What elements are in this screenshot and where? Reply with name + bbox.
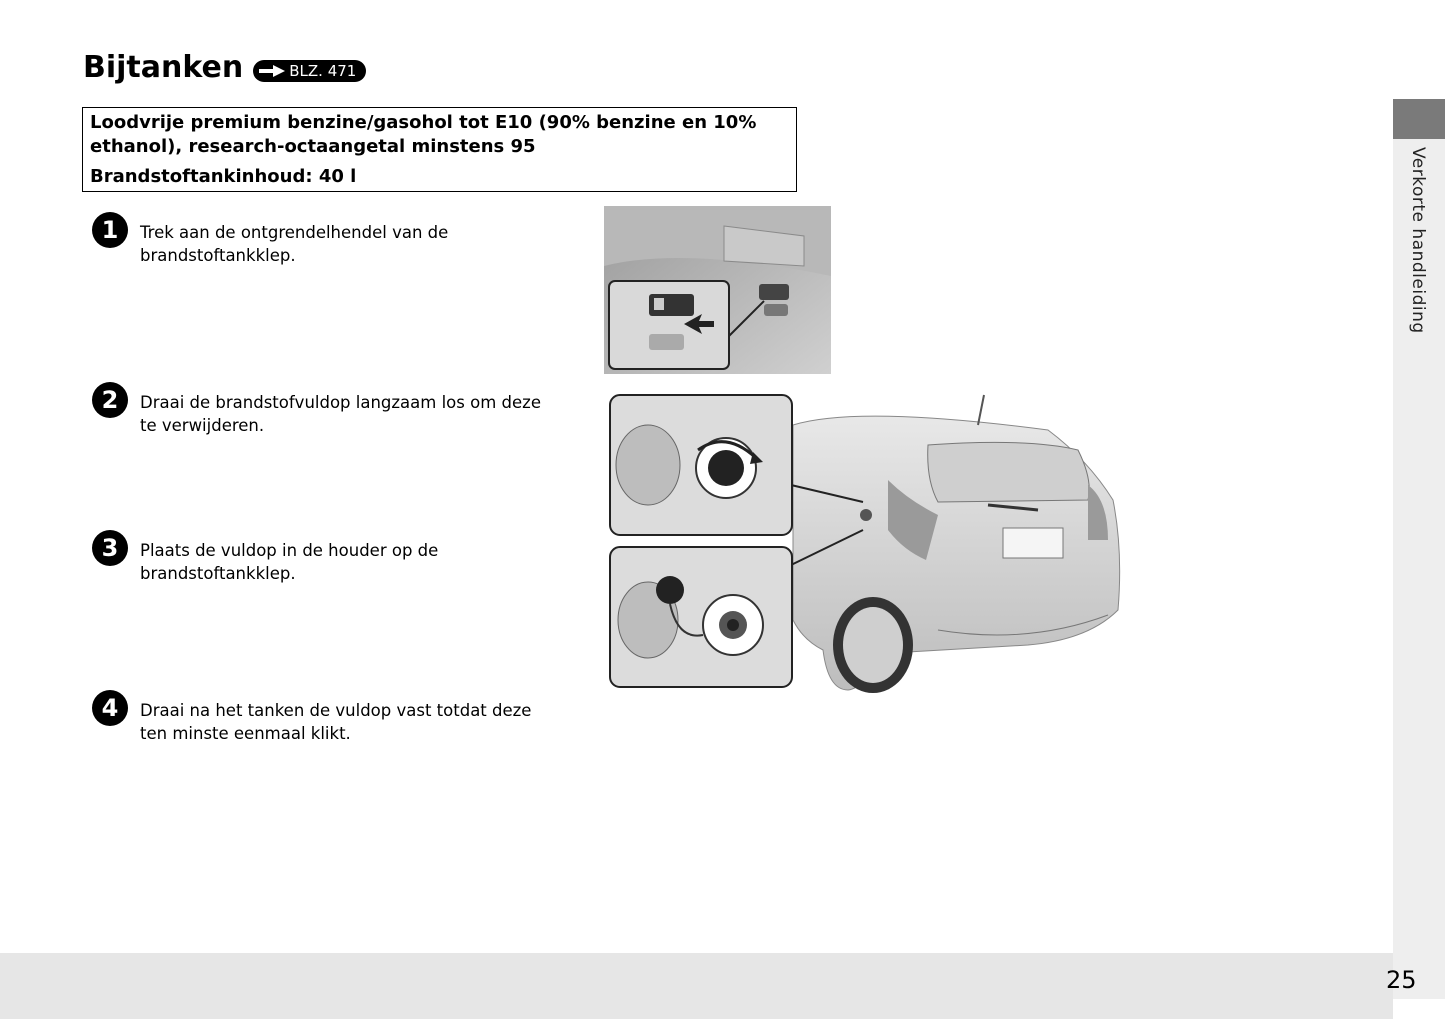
page-number: 25 <box>1386 966 1417 994</box>
side-tab-marker <box>1393 99 1445 139</box>
step-text: Trek aan de ontgrendelhendel van de brandstoftankklep. <box>140 223 449 265</box>
page-reference-badge[interactable] <box>253 60 366 82</box>
step-number: 3 <box>92 530 128 566</box>
step-number: 1 <box>92 212 128 248</box>
step-text: Draai na het tanken de vuldop vast totdat deze ten minste eenmaal klikt. <box>140 701 532 743</box>
arrow-right-icon <box>259 65 285 77</box>
page-reference-label: BLZ. 471 <box>289 61 357 80</box>
step-1 <box>92 212 560 267</box>
footer-bar <box>0 953 1393 1019</box>
page-title: Bijtanken <box>83 50 244 85</box>
fuel-door-release-lever-icon <box>604 206 831 374</box>
page-title-row <box>83 50 366 85</box>
fuel-spec-box <box>82 107 797 192</box>
step-4 <box>92 690 560 745</box>
step-text: Plaats de vuldop in de houder op de brandstoftankklep. <box>140 541 439 583</box>
tank-capacity-text: Brandstoftankinhoud: 40 l <box>90 166 357 187</box>
step-3 <box>92 530 560 585</box>
step-number: 2 <box>92 382 128 418</box>
step-number: 4 <box>92 690 128 726</box>
step-text: Draai de brandstofvuldop langzaam los om deze te verwijderen. <box>140 393 541 435</box>
hatchback-rear-view-icon <box>608 390 1123 695</box>
fuel-type-text: Loodvrije premium benzine/gasohol tot E10 (90% benzine en 10% ethanol), research-octaangetal minstens 95 <box>90 112 757 157</box>
step-2 <box>92 382 560 437</box>
section-label: Verkorte handleiding <box>1408 147 1428 334</box>
